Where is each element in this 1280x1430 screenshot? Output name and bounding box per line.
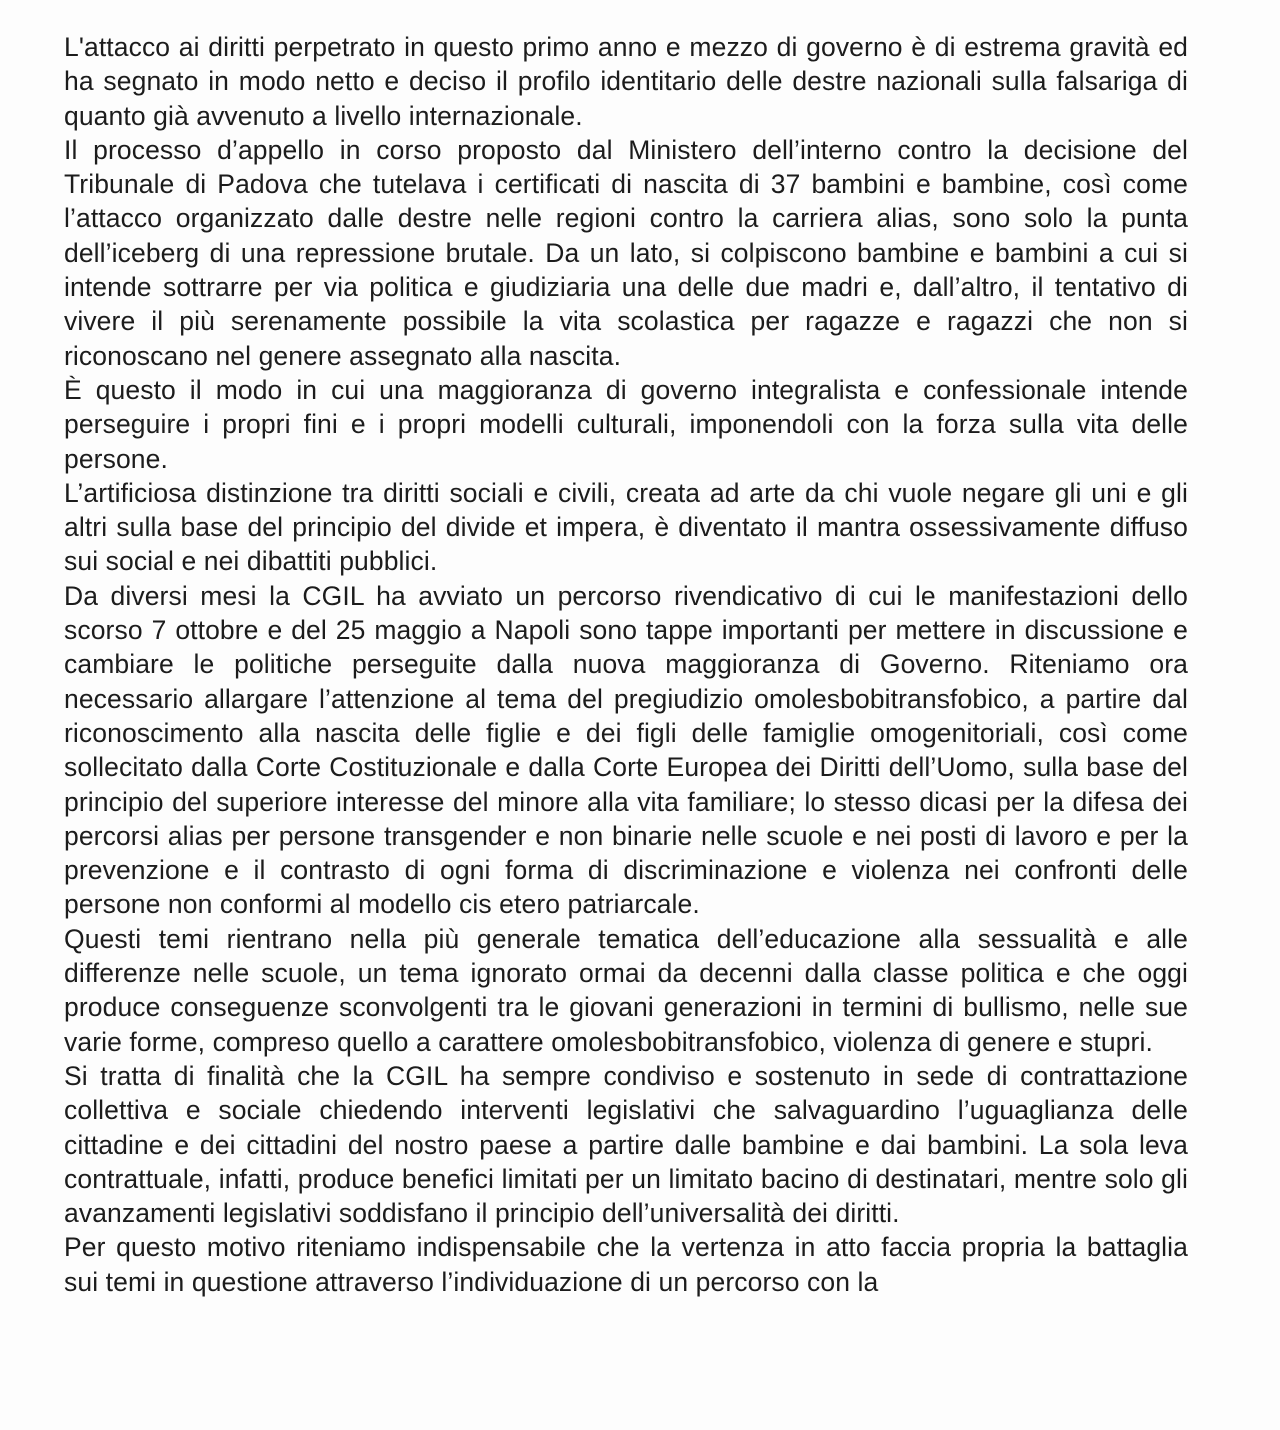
paragraph-7: Si tratta di finalità che la CGIL ha sempre condiviso e sostenuto in sede di contrattazione collettiva e sociale chiedendo interventi legislativi che salvaguardino l’uguaglianza delle cittadine e dei cittadini del nostro paese a partire dalle bambine e dai bambini. La sola leva contrattuale, infatti, produce benefici limitati per un limitato bacino di destinatari, mentre solo gli avanzamenti legislativi soddisfano il principio dell’universalità dei diritti. xyxy=(64,1060,1188,1229)
paragraph-3: È questo il modo in cui una maggioranza di governo integralista e confessionale intende perseguire i propri fini e i propri modelli culturali, imponendoli con la forza sulla vita delle persone. xyxy=(64,374,1188,474)
paragraph-6: Questi temi rientrano nella più generale tematica dell’educazione alla sessualità e alle differenze nelle scuole, un tema ignorato ormai da decenni dalla classe politica e che oggi produce conseguenze sconvolgenti tra le giovani generazioni in termini di bullismo, nelle sue varie forme, compreso quello a carattere omolesbobitransfobico, violenza di genere e stupri. xyxy=(64,923,1188,1057)
paragraph-8: Per questo motivo riteniamo indispensabile che la vertenza in atto faccia propria la battaglia sui temi in questione attraverso l’individuazione di un percorso con la xyxy=(64,1232,1188,1297)
paragraph-1: L'attacco ai diritti perpetrato in questo primo anno e mezzo di governo è di estrema gravità ed ha segnato in modo netto e deciso il profilo identitario delle destre nazionali sulla falsariga di quanto già avvenuto a livello internazionale. xyxy=(64,32,1188,131)
paragraph-5: Da diversi mesi la CGIL ha avviato un percorso rivendicativo di cui le manifestazioni dello scorso 7 ottobre e del 25 maggio a Napoli sono tappe importanti per mettere in discussione e cambiare le politiche perseguite dalla nuova maggioranza di Governo. Riteniamo ora necessario allargare l’attenzione al tema del pregiudizio omolesbobitransfobico, a partire dal riconoscimento alla nascita delle figlie e dei figli delle famiglie omogenitoriali, così come sollecitato dalla Corte Costituzionale e dalla Corte Europea dei Diritti dell’Uomo, sulla base del principio del superiore interesse del minore alla vita familiare; lo stesso dicasi per la difesa dei percorsi alias per persone transgender e non binarie nelle scuole e nei posti di lavoro e per la prevenzione e il contrasto di ogni forma di discriminazione e violenza nei confronti delle persone non conformi al modello cis etero patriarcale. xyxy=(64,580,1188,920)
paragraph-4: L’artificiosa distinzione tra diritti sociali e civili, creata ad arte da chi vuole negare gli uni e gli altri sulla base del principio del divide et impera, è diventato il mantra ossessivamente diffuso sui social e nei dibattiti pubblici. xyxy=(64,477,1188,577)
paragraph-2: Il processo d’appello in corso proposto dal Ministero dell’interno contro la decisione del Tribunale di Padova che tutelava i certificati di nascita di 37 bambini e bambine, così come l’attacco organizzato dalle destre nelle regioni contro la carriera alias, sono solo la punta dell’iceberg di una repressione brutale. Da un lato, si colpiscono bambine e bambini a cui si intende sottrarre per via politica e giudiziaria una delle due madri e, dall’altro, il tentativo di vivere il più serenamente possibile la vita scolastica per ragazze e ragazzi che non si riconoscano nel genere assegnato alla nascita. xyxy=(64,134,1188,371)
document-text-body xyxy=(64,30,1188,1299)
